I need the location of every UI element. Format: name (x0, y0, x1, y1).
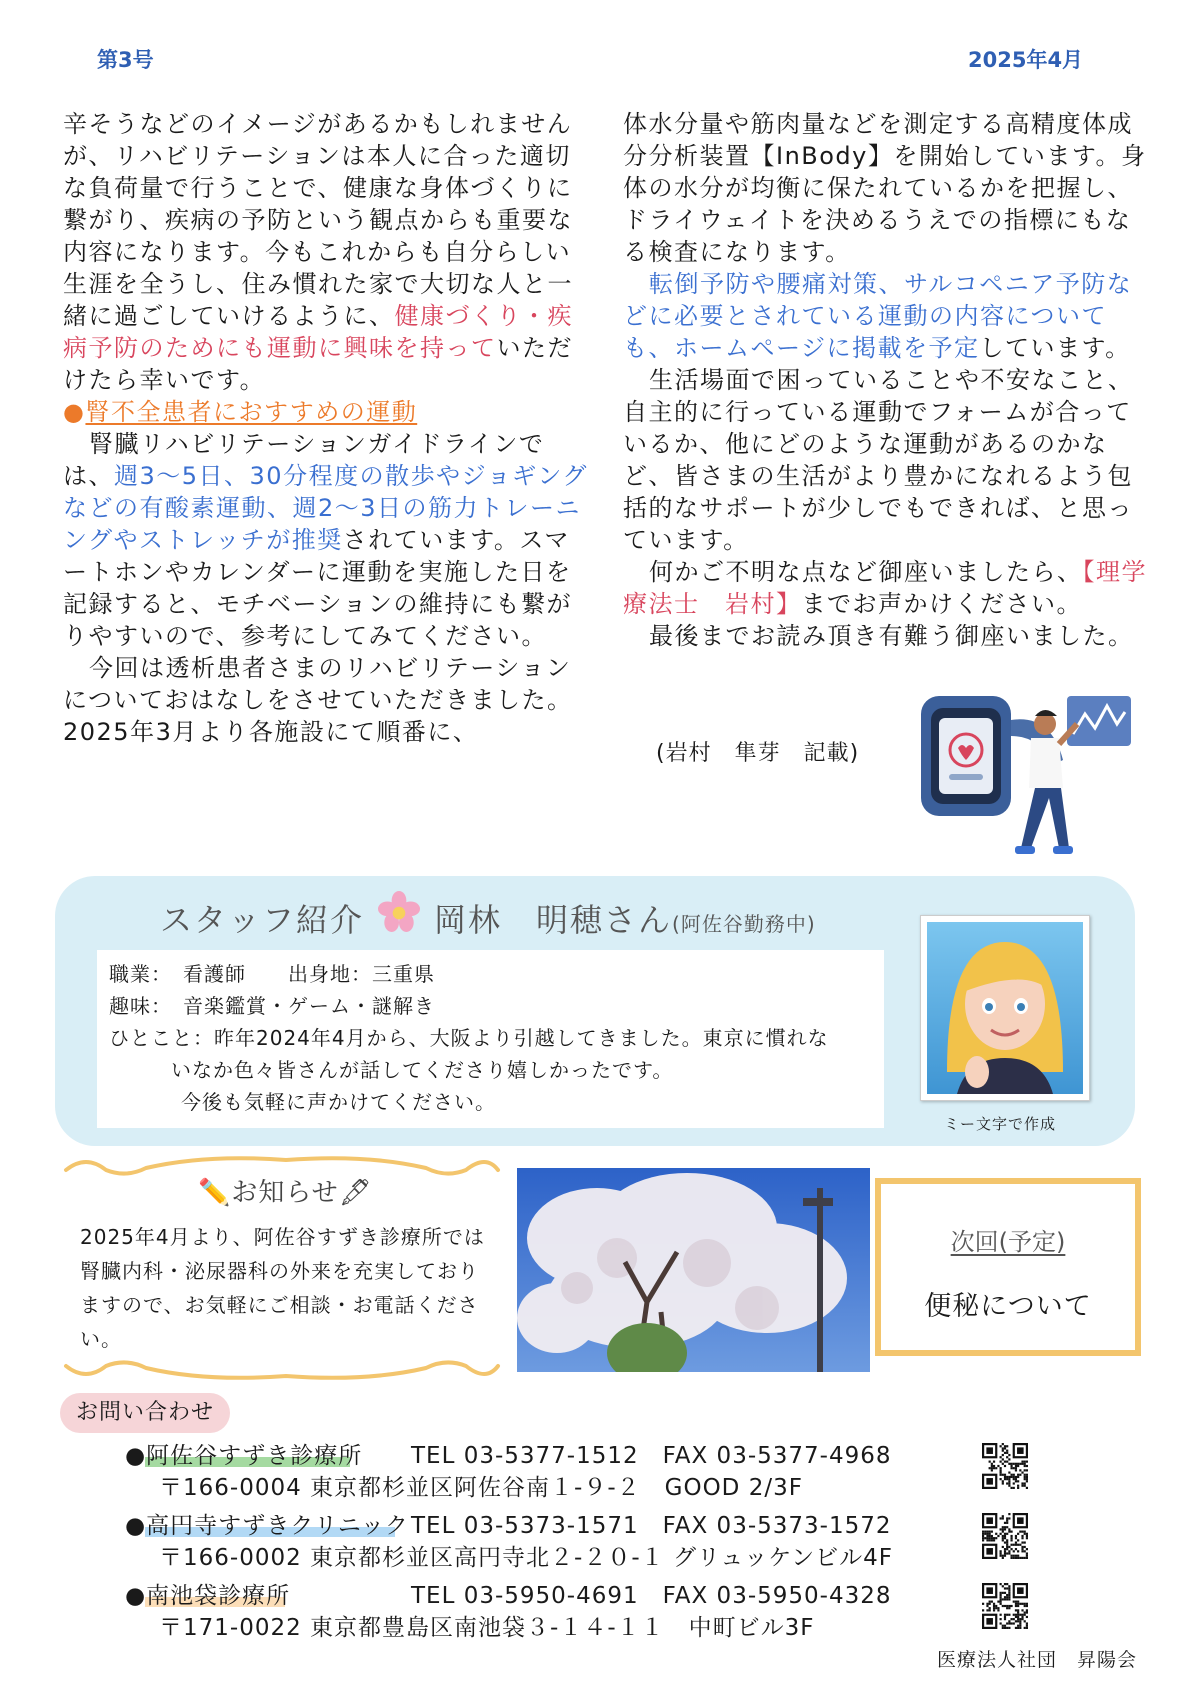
flower-icon (378, 891, 420, 933)
right-paragraph-3: 生活場面で困っていることや不安なこと、自主的に行っている運動でフォームが合っているか、他にどのような運動があるのかなど、皆さまの生活がより豊かになれるよう包括的なサポートが少しでもできれば、と思っています。 (623, 366, 1134, 554)
issue-number: 第3号 (97, 48, 154, 72)
qr-code-icon[interactable] (982, 1443, 1028, 1489)
clinic-asagaya (125, 1440, 892, 1504)
clinic-name[interactable]: ●南池袋診療所 (125, 1583, 291, 1609)
next-issue-box (875, 1178, 1141, 1356)
decorative-wave-bottom (62, 1358, 502, 1384)
bullet-icon: ● (63, 398, 86, 426)
right-paragraph-2 (623, 268, 1148, 364)
clinic-minami-ikebukuro (125, 1580, 892, 1644)
blue-emphasis: 転倒予防や腰痛対策、サルコペニア予防などに必要とされている運動の内容についても、ホームページに掲載を予定 (623, 270, 1133, 362)
cherry-blossom-photo (517, 1168, 870, 1372)
staff-comment-line-3: 今後も気軽に声かけてください。 (181, 1090, 496, 1114)
section-heading (63, 396, 588, 428)
text-span: されています。スマートホンやカレンダーに運動を実施した日を記録すると、モチベーションの維持にも繋がりやすいので、参考にしてみてください。 (63, 526, 573, 650)
staff-comment-line-1: ひとこと：昨年2024年4月から、大阪より引越してきました。東京に慣れな (109, 1026, 829, 1050)
staff-comment-line-2: いなか色々皆さんが話してくださり嬉しかったです。 (171, 1058, 674, 1082)
organization-name: 医療法人社団 昇陽会 (937, 1649, 1138, 1671)
staff-details (97, 950, 884, 1128)
pencil-icon: ✏️ (198, 1178, 232, 1208)
qr-code-icon[interactable] (982, 1583, 1028, 1629)
pen-icon: 🖋 (338, 1178, 373, 1208)
notice-title (198, 1172, 373, 1209)
text-span: いただけたら幸いです。 (63, 334, 573, 394)
staff-title-label: スタッフ紹介 (160, 901, 365, 939)
blue-emphasis: 週3〜5日、30分程度の散歩やジョギングなどの有酸素運動、週2〜3日の筋力トレーニングやストレッチが推奨 (63, 462, 588, 554)
right-paragraph-5: 最後までお読み頂き有難う御座いました。 (649, 622, 1134, 650)
left-column (63, 108, 588, 748)
left-paragraph-1 (63, 108, 588, 396)
clinic-tel-fax: TEL 03-5377-1512 FAX 03-5377-4968 (411, 1443, 892, 1469)
staff-location: (阿佐谷勤務中) (672, 912, 816, 936)
author-credit: (岩村 隼芽 記載) (656, 741, 860, 766)
notice-text: 2025年4月より、阿佐谷すずき診療所では腎臓内科・泌尿器科の外来を充実しておりますので、お気軽にご相談・お電話ください。 (80, 1225, 485, 1351)
clinic-koenji (125, 1510, 893, 1574)
avatar-caption: ミー文字で作成 (944, 1115, 1057, 1133)
red-emphasis: 【理学療法士 岩村】 (623, 558, 1147, 618)
text-span: 辛そうなどのイメージがあるかもしれませんが、リハビリテーションは本人に合った適切な負荷量で行うことで、健康な身体づくりに繋がり、疾病の予防という観点からも重要な内容になります。今もこれからも自分らしい生涯を全うし、住み慣れた家で大切な人と一緒に過ごしていけるように、 (63, 110, 573, 330)
clinic-name-text: 高円寺すずきクリニック (146, 1513, 409, 1539)
clinic-address: 〒166-0002 東京都杉並区高円寺北２-２０-１ グリュッケンビル4F (159, 1545, 893, 1571)
right-paragraph-4 (623, 556, 1148, 620)
clinic-name-text: 南池袋診療所 (146, 1583, 291, 1609)
right-column (623, 108, 1148, 652)
staff-intro-title (160, 895, 816, 941)
text-span: 腎臓リハビリテーションガイドラインでは、 (63, 430, 545, 490)
staff-name: 岡林 明穂さん (434, 901, 673, 939)
clinic-tel-fax: TEL 03-5950-4691 FAX 03-5950-4328 (411, 1583, 892, 1609)
right-paragraph-1: 体水分量や筋肉量などを測定する高精度体成分分析装置【InBody】を開始しています。身体の水分が均衡に保たれているかを把握し、ドライウェイトを決めるうえでの指標にもなる検査になります。 (623, 110, 1147, 266)
clinic-address: 〒171-0022 東京都豊島区南池袋３-１４-１１ 中町ビル3F (159, 1615, 815, 1641)
clinic-name[interactable]: ●阿佐谷すずき診療所 (125, 1443, 363, 1469)
text-span: しています。 (979, 334, 1131, 362)
clinic-address: 〒166-0004 東京都杉並区阿佐谷南１-９-２ GOOD 2/3F (159, 1475, 803, 1501)
red-emphasis: 健康づくり・疾病予防のためにも運動に興味を持って (63, 302, 573, 362)
avatar (927, 922, 1083, 1094)
clinic-tel-fax: TEL 03-5373-1571 FAX 03-5373-1572 (411, 1513, 892, 1539)
next-issue-label: 次回(予定) (950, 1228, 1066, 1256)
section-heading-text: 腎不全患者におすすめの運動 (85, 398, 418, 426)
left-paragraph-2 (63, 428, 588, 652)
qr-code-icon[interactable] (982, 1513, 1028, 1559)
clinic-name[interactable]: ●高円寺すずきクリニック (125, 1513, 409, 1539)
contact-title: お問い合わせ (60, 1393, 230, 1433)
next-issue-topic: 便秘について (924, 1291, 1092, 1322)
smartwatch-illustration (917, 690, 1137, 870)
notice-title-text: お知らせ (231, 1178, 339, 1208)
staff-hobby: 趣味： 音楽鑑賞・ゲーム・謎解き (109, 994, 435, 1018)
staff-job: 職業： 看護師 出身地：三重県 (109, 962, 435, 986)
text-span: までお声かけください。 (801, 590, 1082, 618)
left-paragraph-3: 今回は透析患者さまのリハビリテーションについておはなしをさせていただきました。 2025年3月より各施設にて順番に、 (63, 654, 573, 746)
issue-date: 2025年4月 (968, 48, 1084, 72)
text-span: 何かご不明な点など御座いましたら、 (649, 558, 1083, 586)
clinic-name-text: 阿佐谷すずき診療所 (146, 1443, 363, 1469)
